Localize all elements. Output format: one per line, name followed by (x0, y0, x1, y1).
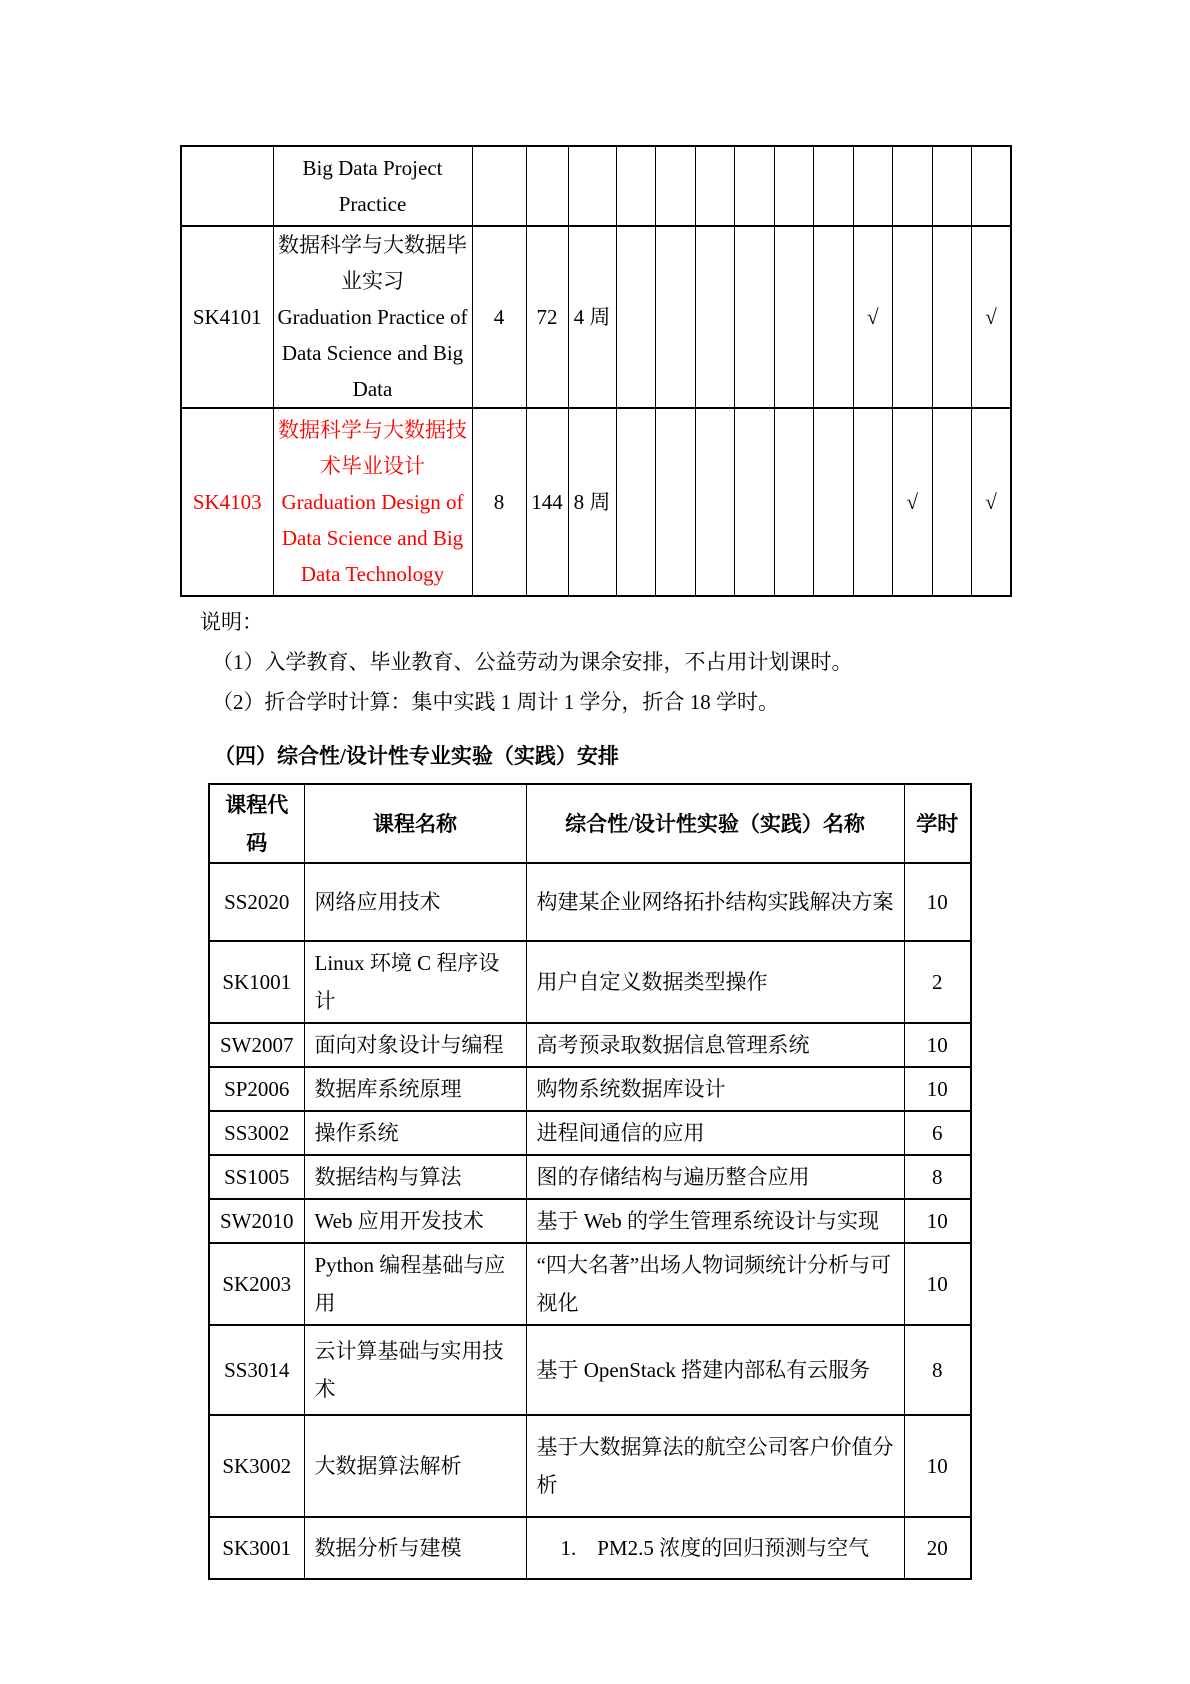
hours-cell: 8 (904, 1325, 971, 1415)
course-name-cell: 面向对象设计与编程 (304, 1023, 526, 1067)
course-name-cell: Linux 环境 C 程序设计 (304, 941, 526, 1023)
weeks-cell (568, 146, 616, 226)
semester-cell (695, 226, 735, 408)
course-name-line: 数据科学与大数据技 (278, 418, 467, 442)
semester-cell (893, 146, 933, 226)
hours-cell: 72 (526, 226, 568, 408)
course-name-cell: 数据库系统原理 (304, 1067, 526, 1111)
experiment-row-ss1005 (209, 1155, 971, 1199)
experiment-name-cell: 图的存储结构与遍历整合应用 (526, 1155, 904, 1199)
hours-cell: 10 (904, 1243, 971, 1325)
experiment-row-ss2020 (209, 863, 971, 941)
check-mark: √ (893, 408, 933, 596)
hours-cell (526, 146, 568, 226)
course-code-cell: SK2003 (209, 1243, 304, 1325)
semester-cell (932, 408, 972, 596)
hours-cell: 8 (904, 1155, 971, 1199)
experiment-name-cell: 高考预录取数据信息管理系统 (526, 1023, 904, 1067)
course-name-line: Graduation Design of (281, 490, 464, 514)
experiment-name-cell: 基于 OpenStack 搭建内部私有云服务 (526, 1325, 904, 1415)
experiments-table (208, 783, 972, 1580)
course-name-cell (273, 146, 472, 226)
graduation-practice-table (180, 145, 1012, 597)
semester-cell (616, 146, 656, 226)
course-name-line: 术毕业设计 (320, 454, 425, 478)
semester-cell (695, 408, 735, 596)
semester-cell (695, 146, 735, 226)
course-code-cell: SW2007 (209, 1023, 304, 1067)
section-heading: （四）综合性/设计性专业实验（实践）安排 (214, 744, 619, 768)
header-course-code-line: 课程代 (225, 792, 289, 817)
course-name-line: 业实习 (341, 269, 404, 293)
experiment-row-ss3002 (209, 1111, 971, 1155)
hours-cell: 6 (904, 1111, 971, 1155)
course-code-cell: SS3014 (209, 1325, 304, 1415)
experiment-name-cell: “四大名著”出场人物词频统计分析与可视化 (526, 1243, 904, 1325)
semester-cell (932, 226, 972, 408)
course-code-cell: SK3002 (209, 1415, 304, 1517)
experiment-row-sw2010 (209, 1199, 971, 1243)
semester-cell (853, 146, 893, 226)
course-name-line: Big Data Project (302, 156, 443, 180)
course-code-cell: SK4101 (181, 226, 273, 408)
semester-cell (814, 226, 854, 408)
experiment-row-sw2007 (209, 1023, 971, 1067)
course-name-cell: Web 应用开发技术 (304, 1199, 526, 1243)
course-name-cell (273, 226, 472, 408)
experiment-name-cell: 构建某企业网络拓扑结构实践解决方案 (526, 863, 904, 941)
credits-cell (472, 146, 526, 226)
semester-cell (932, 146, 972, 226)
experiment-row-sk3002 (209, 1415, 971, 1517)
check-mark: √ (972, 226, 1012, 408)
check-mark: √ (972, 408, 1012, 596)
course-row-sk4103 (181, 408, 1011, 596)
semester-cell (656, 226, 696, 408)
experiment-row-sk2003 (209, 1243, 971, 1325)
course-name-line: Data (352, 377, 393, 401)
course-name-cell: 数据分析与建模 (304, 1517, 526, 1579)
experiment-row-sk1001 (209, 941, 971, 1023)
course-code-cell: SK1001 (209, 941, 304, 1023)
course-name-cell: 云计算基础与实用技术 (304, 1325, 526, 1415)
semester-cell (735, 146, 775, 226)
experiments-header-row (209, 784, 971, 863)
course-row-sk4101 (181, 226, 1011, 408)
semester-cell (616, 226, 656, 408)
hours-cell: 10 (904, 1199, 971, 1243)
notes-label: 说明： (200, 610, 263, 634)
hours-cell: 20 (904, 1517, 971, 1579)
experiment-row-sk3001 (209, 1517, 971, 1579)
course-code-cell: SW2010 (209, 1199, 304, 1243)
course-name-line: Data Science and Big (281, 526, 464, 550)
course-name-cell: 大数据算法解析 (304, 1415, 526, 1517)
hours-cell: 10 (904, 1023, 971, 1067)
experiment-name-cell: 用户自定义数据类型操作 (526, 941, 904, 1023)
continuation-row (181, 146, 1011, 226)
course-name-cell: Python 编程基础与应用 (304, 1243, 526, 1325)
note-line-2: （2）折合学时计算：集中实践 1 周计 1 学分，折合 18 学时。 (212, 690, 779, 714)
semester-cell (893, 226, 933, 408)
semester-cell (656, 408, 696, 596)
course-name-line: Data Technology (300, 562, 445, 586)
note-line-1: （1）入学教育、毕业教育、公益劳动为课余安排，不占用计划课时。 (212, 650, 853, 674)
experiment-name-cell: 1. PM2.5 浓度的回归预测与空气 (526, 1517, 904, 1579)
course-name-line: Data Science and Big (281, 341, 464, 365)
hours-cell: 10 (904, 1067, 971, 1111)
header-hours: 学时 (904, 784, 971, 863)
notes-section (200, 602, 853, 722)
course-name-line: Graduation Practice of (277, 305, 468, 329)
course-code-cell: SP2006 (209, 1067, 304, 1111)
header-course-name: 课程名称 (304, 784, 526, 863)
course-name-cell: 数据结构与算法 (304, 1155, 526, 1199)
course-name-cell (273, 408, 472, 596)
experiment-name-cell: 进程间通信的应用 (526, 1111, 904, 1155)
check-mark: √ (853, 226, 893, 408)
course-code-cell (181, 146, 273, 226)
experiment-name-cell: 基于大数据算法的航空公司客户价值分析 (526, 1415, 904, 1517)
header-course-code (209, 784, 304, 863)
semester-cell (814, 146, 854, 226)
credits-cell: 4 (472, 226, 526, 408)
hours-cell: 10 (904, 863, 971, 941)
semester-cell (774, 408, 814, 596)
experiment-name-cell: 基于 Web 的学生管理系统设计与实现 (526, 1199, 904, 1243)
hours-cell: 10 (904, 1415, 971, 1517)
course-code-cell: SK3001 (209, 1517, 304, 1579)
course-name-line: 数据科学与大数据毕 (278, 233, 467, 257)
weeks-cell: 8 周 (568, 408, 616, 596)
header-course-code-line: 码 (246, 830, 268, 855)
hours-cell: 2 (904, 941, 971, 1023)
weeks-cell: 4 周 (568, 226, 616, 408)
hours-cell: 144 (526, 408, 568, 596)
semester-cell (774, 146, 814, 226)
course-name-line: Practice (338, 192, 407, 216)
experiment-name-cell: 购物系统数据库设计 (526, 1067, 904, 1111)
semester-cell (735, 408, 775, 596)
semester-cell (972, 146, 1012, 226)
experiment-row-ss3014 (209, 1325, 971, 1415)
header-experiment-name: 综合性/设计性实验（实践）名称 (526, 784, 904, 863)
semester-cell (656, 146, 696, 226)
course-code-cell: SS1005 (209, 1155, 304, 1199)
course-code-cell: SS2020 (209, 863, 304, 941)
semester-cell (774, 226, 814, 408)
course-name-cell: 操作系统 (304, 1111, 526, 1155)
course-code-cell: SK4103 (181, 408, 273, 596)
semester-cell (814, 408, 854, 596)
course-name-cell: 网络应用技术 (304, 863, 526, 941)
semester-cell (853, 408, 893, 596)
experiment-row-sp2006 (209, 1067, 971, 1111)
semester-cell (616, 408, 656, 596)
semester-cell (735, 226, 775, 408)
course-code-cell: SS3002 (209, 1111, 304, 1155)
credits-cell: 8 (472, 408, 526, 596)
